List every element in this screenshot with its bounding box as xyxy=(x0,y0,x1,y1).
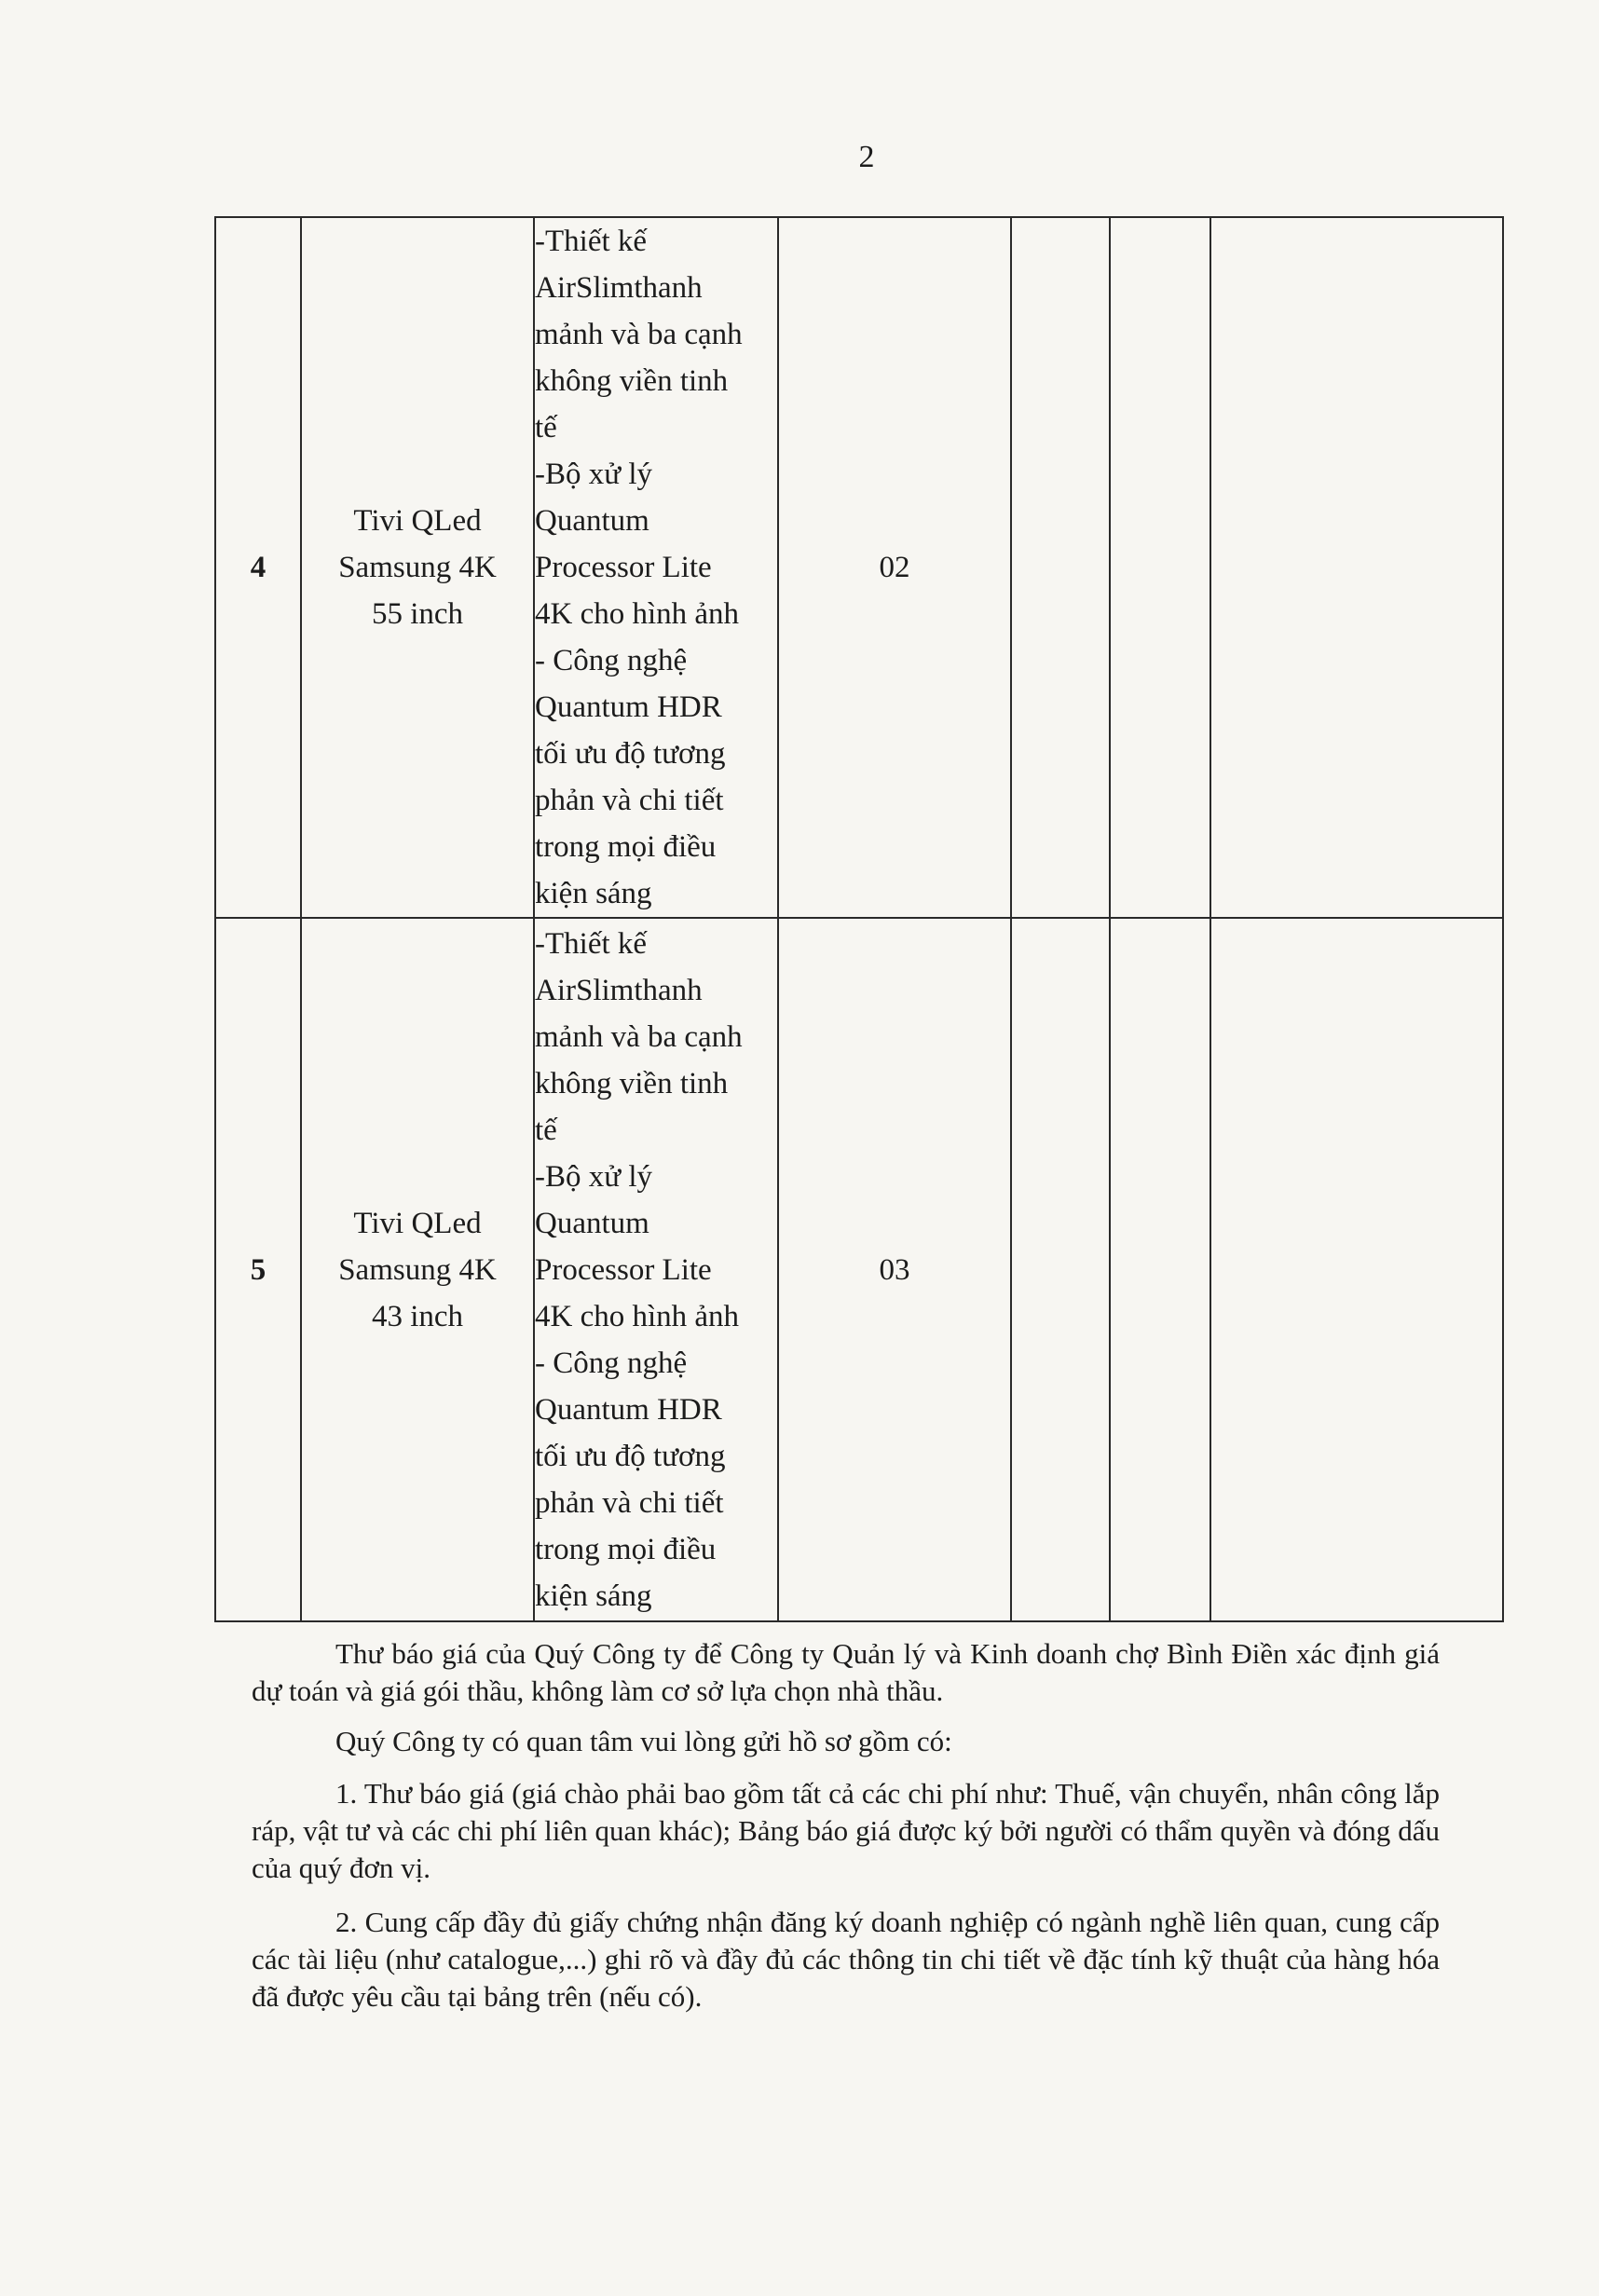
spec-line: Quantum HDR xyxy=(535,1392,722,1427)
paragraph: 2. Cung cấp đầy đủ giấy chứng nhận đăng ký doanh nghiệp có ngành nghề liên quan, cung cấp các tài liệu (như catalogue,...) ghi rõ và đầy đủ các thông tin chi tiết về đặc tính kỹ thuật của hàng hóa đã được yêu cầu tại bảng trên (nếu có). xyxy=(252,1906,1440,2013)
row-number: 4 xyxy=(215,217,301,918)
product-name-line: Tivi QLed xyxy=(353,504,482,538)
technical-specs xyxy=(534,217,778,918)
empty-cell xyxy=(1210,918,1503,1621)
row-number: 5 xyxy=(215,918,301,1621)
spec-line: -Thiết kế xyxy=(535,225,648,258)
spec-line: phản và chi tiết xyxy=(535,784,724,817)
empty-cell xyxy=(1011,918,1110,1621)
letter-body xyxy=(252,1635,1440,2016)
technical-specs xyxy=(534,918,778,1621)
spec-line: Processor Lite xyxy=(535,551,712,584)
spec-line: không viền tinh xyxy=(535,1066,729,1100)
product-name-line: 43 inch xyxy=(371,1299,464,1333)
spec-line: tế xyxy=(535,411,557,444)
spec-line: kiện sáng xyxy=(535,1578,652,1613)
product-name-line: Tivi QLed xyxy=(353,1206,482,1240)
product-name xyxy=(301,217,534,918)
spec-line: không viền tinh xyxy=(535,364,729,398)
spec-line: AirSlimthanh xyxy=(535,271,703,305)
page-number: 2 xyxy=(858,140,875,174)
spec-line: mảnh và ba cạnh xyxy=(535,318,743,351)
spec-line: mảnh và ba cạnh xyxy=(535,1019,743,1054)
product-name xyxy=(301,918,534,1621)
spec-line: Quantum xyxy=(535,1206,649,1240)
spec-line: tối ưu độ tương xyxy=(535,1439,726,1473)
spec-line: Processor Lite xyxy=(535,1252,712,1287)
spec-line: - Công nghệ xyxy=(535,644,688,677)
spec-line: -Bộ xử lý xyxy=(535,1159,653,1194)
quotation-table xyxy=(214,216,1504,1622)
product-name-line: 55 inch xyxy=(371,597,464,631)
table-row xyxy=(215,217,1503,918)
paragraph: 1. Thư báo giá (giá chào phải bao gồm tất cả các chi phí như: Thuế, vận chuyển, nhân công lắp ráp, vật tư và các chi phí liên quan khác); Bảng báo giá được ký bởi người có thẩm quyền và đóng dấu của quý đơn vị. xyxy=(252,1777,1440,1884)
empty-cell xyxy=(1210,217,1503,918)
spec-line: -Thiết kế xyxy=(535,926,648,961)
spec-line: phản và chi tiết xyxy=(535,1485,724,1520)
spec-line: trong mọi điều xyxy=(535,830,717,864)
empty-cell xyxy=(1011,217,1110,918)
paragraph: Thư báo giá của Quý Công ty để Công ty Quản lý và Kinh doanh chợ Bình Điền xác định giá dự toán và giá gói thầu, không làm cơ sở lựa chọn nhà thầu. xyxy=(252,1637,1440,1707)
empty-cell xyxy=(1110,217,1210,918)
spec-line: kiện sáng xyxy=(535,877,652,910)
quantity-cell: 03 xyxy=(778,918,1011,1621)
spec-line: Quantum HDR xyxy=(535,690,722,724)
table-row xyxy=(215,918,1503,1621)
spec-line: Quantum xyxy=(535,504,649,538)
product-name-line: Samsung 4K xyxy=(338,551,497,584)
spec-line: -Bộ xử lý xyxy=(535,458,653,491)
spec-line: 4K cho hình ảnh xyxy=(535,1299,740,1333)
spec-line: trong mọi điều xyxy=(535,1532,717,1566)
spec-line: - Công nghệ xyxy=(535,1346,688,1380)
product-name-line: Samsung 4K xyxy=(338,1252,497,1287)
spec-line: AirSlimthanh xyxy=(535,973,703,1007)
spec-line: tế xyxy=(535,1113,557,1147)
quantity-cell: 02 xyxy=(778,217,1011,918)
paragraph: Quý Công ty có quan tâm vui lòng gửi hồ sơ gồm có: xyxy=(335,1725,952,1757)
spec-line: tối ưu độ tương xyxy=(535,737,726,771)
spec-line: 4K cho hình ảnh xyxy=(535,597,740,631)
empty-cell xyxy=(1110,918,1210,1621)
